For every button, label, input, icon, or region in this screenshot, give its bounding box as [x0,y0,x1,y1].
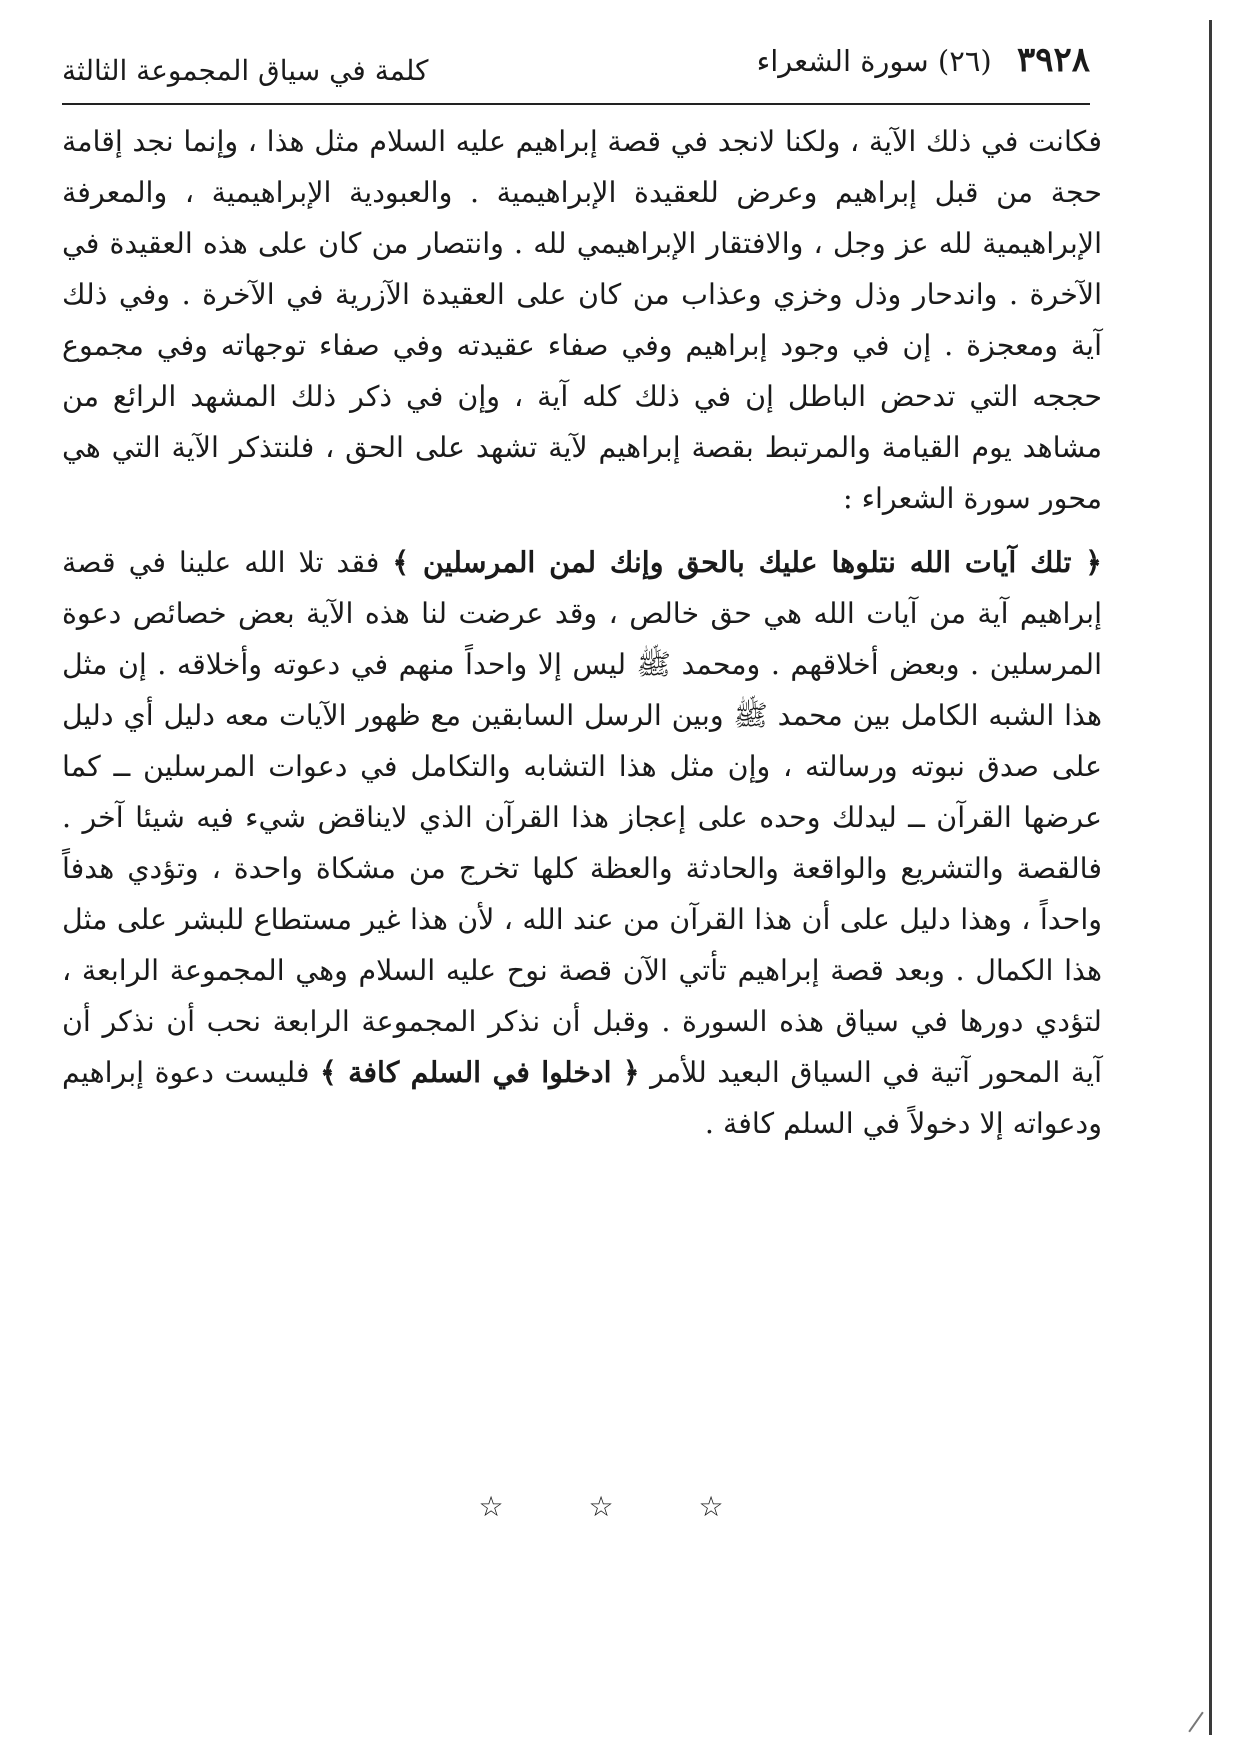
star-ornaments: ☆ ☆ ☆ [478,1490,762,1523]
running-header [62,30,1090,98]
paragraph-2 [62,537,1102,1149]
surah-label: (٢٦) سورة الشعراء [756,44,992,78]
paragraph-1 [62,116,1102,524]
page-number: ٣٩٢٨ [1016,40,1090,80]
header-divider [62,103,1090,105]
quran-verse-quote: ﴿ تلك آيات الله نتلوها عليك بالحق وإنك لمن المرسلين ﴾ [392,545,1102,579]
body-text [62,116,1102,1149]
quran-verse-quote: ﴿ ادخلوا في السلم كافة ﴾ [320,1055,640,1089]
header-page-info [757,40,1090,80]
corner-mark [1188,1712,1203,1733]
paragraph-2-ending: فليست دعوة إبراهيم ودعواته إلا دخولاً في السلم كافة . [62,1056,1102,1140]
page-edge-line [1209,20,1212,1735]
paragraph-1-text: فكانت في ذلك الآية ، ولكنا لانجد في قصة إبراهيم عليه السلام مثل هذا ، وإنما نجد إقامة حجة من قبل إبراهيم وعرض للعقيدة الإبراهيمية . والعبودية الإبراهيمية ، والمعرفة الإبراهيمية لله عز وجل ، والافتقار الإبراهيمي لله . وانتصار من كان على هذه العقيدة في الآخرة . واندحار وذل وخزي وعذاب من كان على العقيدة الآزرية في الآخرة . وفي ذلك آية ومعجزة . إن في وجود إبراهيم وفي صفاء عقيدته وفي صفاء توجهاته وفي مجموع حججه التي تدحض الباطل إن في ذلك كله آية ، وإن في ذكر ذلك المشهد الرائع من مشاهد يوم القيامة والمرتبط بقصة إبراهيم لآية تشهد على الحق ، فلنتذكر الآية التي هي محور سورة الشعراء : [62,125,1102,515]
paragraph-2-text: فقد تلا الله علينا في قصة إبراهيم آية من آيات الله هي حق خالص ، وقد عرضت لنا هذه الآية بعض خصائص دعوة المرسلين . وبعض أخلاقهم . ومحمد ﷺ ليس إلا واحداً منهم في دعوته وأخلاقه . إن مثل هذا الشبه الكامل بين محمد ﷺ وبين الرسل السابقين مع ظهور الآيات معه دليل أي دليل على صدق نبوته ورسالته ، وإن مثل هذا التشابه والتكامل في دعوات المرسلين ــ كما عرضها القرآن ــ ليدلك وحده على إعجاز هذا القرآن الذي لايناقض شيء فيه شيئا آخر . فالقصة والتشريع والواقعة والحادثة والعظة كلها تخرج من مشكاة واحدة ، وتؤدي هدفاً واحداً ، وهذا دليل على أن هذا القرآن من عند الله ، لأن هذا غير مستطاع للبشر على مثل هذا الكمال . وبعد قصة إبراهيم تأتي الآن قصة نوح عليه السلام وهي المجموعة الرابعة ، لتؤدي دورها في سياق هذه السورة . وقبل أن نذكر المجموعة الرابعة نحب أن نذكر أن آية المحور آتية في السياق البعيد للأمر [62,546,1102,1089]
section-title: كلمة في سياق المجموعة الثالثة [62,54,429,87]
